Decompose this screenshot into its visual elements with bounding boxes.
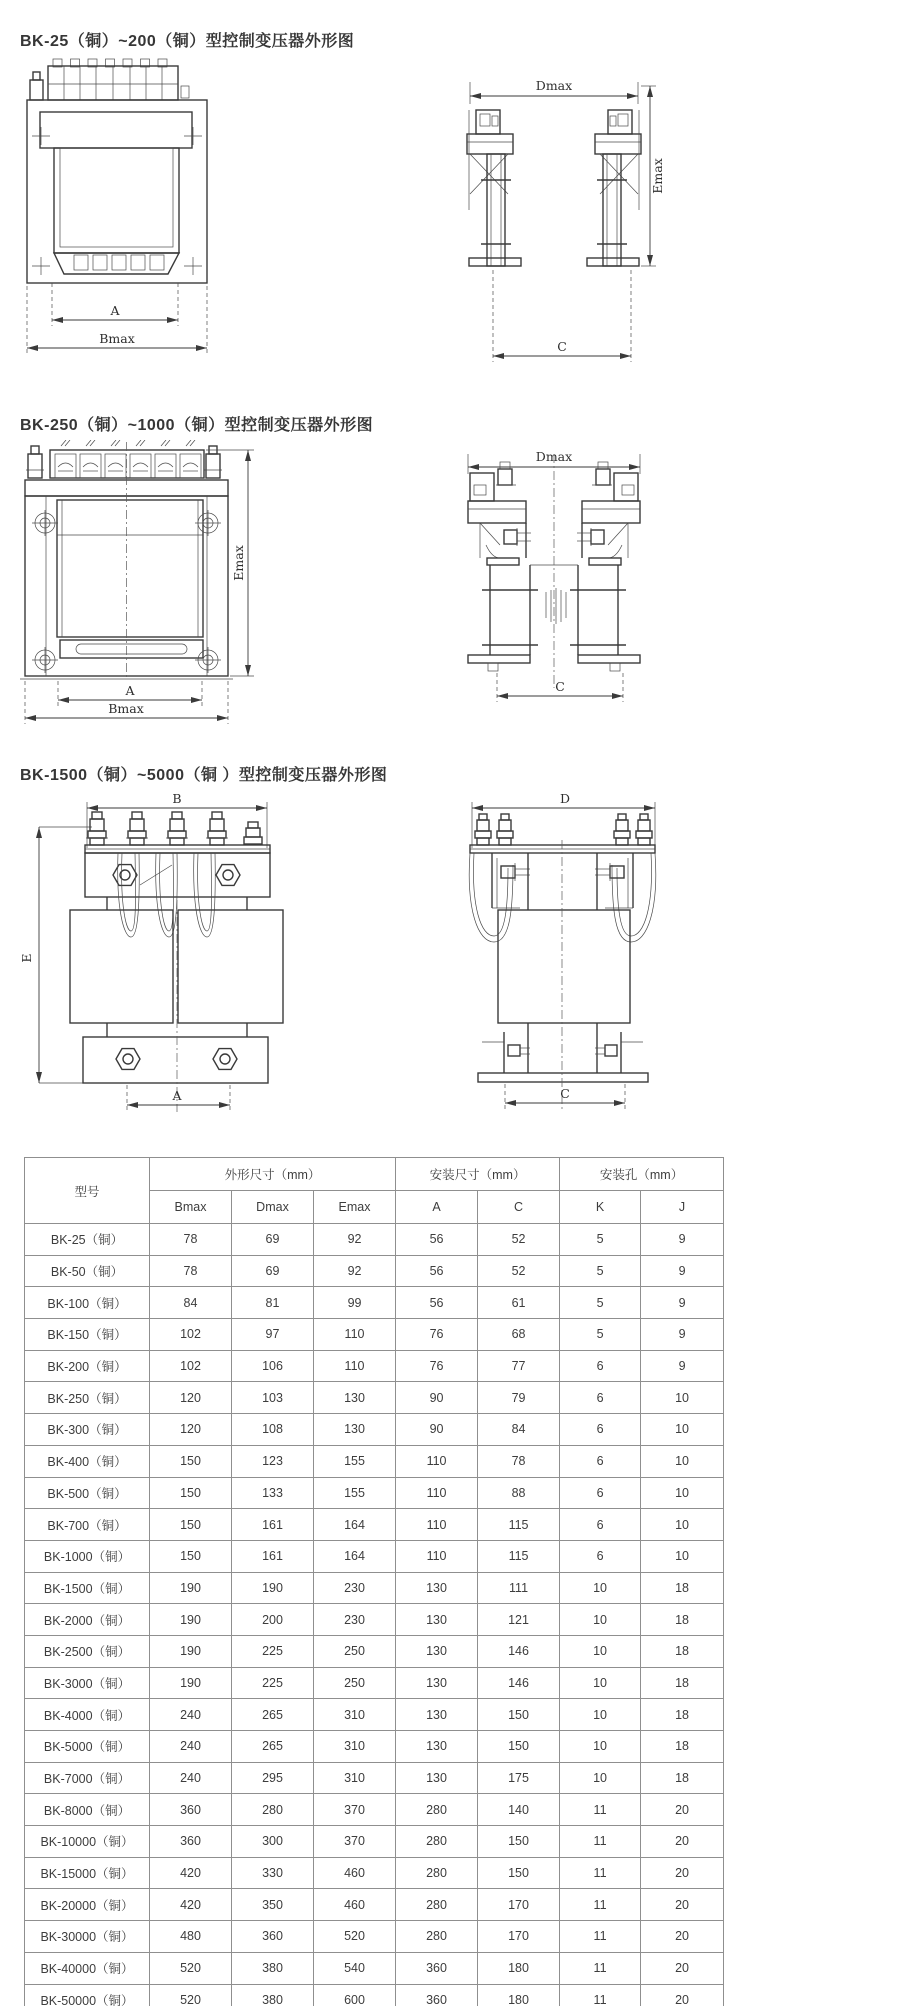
value-cell: 121	[478, 1604, 560, 1636]
value-cell: 106	[232, 1350, 314, 1382]
value-cell: 130	[396, 1604, 478, 1636]
value-cell: 90	[396, 1414, 478, 1446]
value-cell: 230	[314, 1572, 396, 1604]
value-cell: 10	[641, 1477, 724, 1509]
value-cell: 520	[314, 1921, 396, 1953]
col-group-model: 型号	[25, 1158, 150, 1224]
value-cell: 133	[232, 1477, 314, 1509]
value-cell: 175	[478, 1762, 560, 1794]
table-row	[25, 1667, 724, 1699]
value-cell: 20	[641, 1889, 724, 1921]
table-row	[25, 1540, 724, 1572]
value-cell: 77	[478, 1350, 560, 1382]
dim-label-b: B	[172, 791, 182, 806]
coil-right	[178, 910, 283, 1023]
value-cell: 280	[396, 1889, 478, 1921]
value-cell: 150	[150, 1445, 232, 1477]
value-cell: 280	[396, 1794, 478, 1826]
outline-drawing-bk1500-5000	[0, 790, 900, 1127]
value-cell: 9	[641, 1287, 724, 1319]
table-row	[25, 1382, 724, 1414]
value-cell: 120	[150, 1414, 232, 1446]
outline-drawing-bk250-1000	[0, 440, 900, 742]
table-row	[25, 1287, 724, 1319]
value-cell: 150	[150, 1477, 232, 1509]
model-cell: BK-3000（铜）	[25, 1667, 150, 1699]
model-cell: BK-30000（铜）	[25, 1921, 150, 1953]
value-cell: 480	[150, 1921, 232, 1953]
value-cell: 10	[560, 1572, 641, 1604]
col-bmax: Bmax	[150, 1191, 232, 1224]
model-cell: BK-7000（铜）	[25, 1762, 150, 1794]
value-cell: 5	[560, 1287, 641, 1319]
model-cell: BK-150（铜）	[25, 1319, 150, 1351]
value-cell: 380	[232, 1952, 314, 1984]
front-view-bk250-1000	[20, 440, 254, 724]
model-cell: BK-100（铜）	[25, 1287, 150, 1319]
value-cell: 111	[478, 1572, 560, 1604]
table-body	[25, 1224, 724, 2006]
front-view-bk25-200	[27, 59, 207, 354]
value-cell: 10	[641, 1382, 724, 1414]
table-row	[25, 1509, 724, 1541]
table-row	[25, 1952, 724, 1984]
value-cell: 5	[560, 1224, 641, 1256]
value-cell: 11	[560, 1984, 641, 2006]
table-row	[25, 1794, 724, 1826]
value-cell: 240	[150, 1699, 232, 1731]
value-cell: 78	[150, 1255, 232, 1287]
table-row	[25, 1635, 724, 1667]
value-cell: 370	[314, 1794, 396, 1826]
model-cell: BK-25（铜）	[25, 1224, 150, 1256]
coil-side	[498, 910, 630, 1023]
dim-label-a: A	[110, 303, 120, 318]
col-emax: Emax	[314, 1191, 396, 1224]
value-cell: 6	[560, 1509, 641, 1541]
outline-drawing-bk25-200	[0, 58, 900, 370]
table-row	[25, 1414, 724, 1446]
value-cell: 155	[314, 1445, 396, 1477]
value-cell: 61	[478, 1287, 560, 1319]
value-cell: 180	[478, 1952, 560, 1984]
table-row	[25, 1319, 724, 1351]
value-cell: 5	[560, 1255, 641, 1287]
value-cell: 11	[560, 1952, 641, 1984]
value-cell: 130	[396, 1762, 478, 1794]
table-row	[25, 1762, 724, 1794]
value-cell: 420	[150, 1857, 232, 1889]
value-cell: 250	[314, 1667, 396, 1699]
value-cell: 200	[232, 1604, 314, 1636]
value-cell: 69	[232, 1255, 314, 1287]
value-cell: 102	[150, 1319, 232, 1351]
table-row	[25, 1445, 724, 1477]
value-cell: 18	[641, 1699, 724, 1731]
value-cell: 265	[232, 1699, 314, 1731]
model-cell: BK-300（铜）	[25, 1414, 150, 1446]
value-cell: 360	[396, 1984, 478, 2006]
value-cell: 6	[560, 1477, 641, 1509]
value-cell: 190	[150, 1667, 232, 1699]
value-cell: 330	[232, 1857, 314, 1889]
value-cell: 123	[232, 1445, 314, 1477]
value-cell: 92	[314, 1255, 396, 1287]
value-cell: 130	[396, 1699, 478, 1731]
value-cell: 420	[150, 1889, 232, 1921]
side-view-bk25-200	[467, 78, 665, 362]
value-cell: 9	[641, 1255, 724, 1287]
value-cell: 20	[641, 1794, 724, 1826]
value-cell: 150	[478, 1731, 560, 1763]
value-cell: 370	[314, 1826, 396, 1858]
value-cell: 280	[232, 1794, 314, 1826]
value-cell: 6	[560, 1445, 641, 1477]
value-cell: 130	[314, 1382, 396, 1414]
value-cell: 240	[150, 1762, 232, 1794]
value-cell: 10	[560, 1604, 641, 1636]
value-cell: 360	[150, 1826, 232, 1858]
core-hatch	[546, 588, 566, 624]
value-cell: 280	[396, 1826, 478, 1858]
value-cell: 310	[314, 1731, 396, 1763]
value-cell: 130	[396, 1572, 478, 1604]
value-cell: 9	[641, 1319, 724, 1351]
value-cell: 310	[314, 1699, 396, 1731]
value-cell: 11	[560, 1889, 641, 1921]
value-cell: 225	[232, 1635, 314, 1667]
value-cell: 146	[478, 1635, 560, 1667]
front-view-bk1500-5000	[19, 791, 283, 1112]
value-cell: 6	[560, 1414, 641, 1446]
value-cell: 360	[150, 1794, 232, 1826]
value-cell: 164	[314, 1509, 396, 1541]
value-cell: 600	[314, 1984, 396, 2006]
coil-left	[70, 910, 173, 1023]
dim-label-c: C	[557, 339, 567, 354]
table-row	[25, 1984, 724, 2006]
value-cell: 20	[641, 1857, 724, 1889]
model-cell: BK-10000（铜）	[25, 1826, 150, 1858]
model-cell: BK-50（铜）	[25, 1255, 150, 1287]
value-cell: 280	[396, 1921, 478, 1953]
value-cell: 10	[560, 1762, 641, 1794]
model-cell: BK-8000（铜）	[25, 1794, 150, 1826]
dim-label-bmax: Bmax	[99, 331, 135, 346]
section1-heading: BK-25（铜）~200（铜）型控制变压器外形图	[20, 33, 355, 50]
value-cell: 102	[150, 1350, 232, 1382]
col-dmax: Dmax	[232, 1191, 314, 1224]
model-cell: BK-2500（铜）	[25, 1635, 150, 1667]
value-cell: 5	[560, 1319, 641, 1351]
value-cell: 18	[641, 1667, 724, 1699]
dim-label-e: E	[19, 953, 34, 963]
value-cell: 150	[150, 1509, 232, 1541]
col-k: K	[560, 1191, 641, 1224]
value-cell: 84	[478, 1414, 560, 1446]
value-cell: 10	[560, 1667, 641, 1699]
terminal-bolts-side	[475, 814, 652, 845]
value-cell: 11	[560, 1857, 641, 1889]
value-cell: 11	[560, 1826, 641, 1858]
value-cell: 10	[641, 1414, 724, 1446]
side-view-bk1500-5000	[469, 791, 656, 1112]
value-cell: 103	[232, 1382, 314, 1414]
value-cell: 225	[232, 1667, 314, 1699]
value-cell: 78	[150, 1224, 232, 1256]
value-cell: 295	[232, 1762, 314, 1794]
value-cell: 540	[314, 1952, 396, 1984]
value-cell: 9	[641, 1224, 724, 1256]
value-cell: 10	[560, 1731, 641, 1763]
table-row	[25, 1224, 724, 1256]
value-cell: 81	[232, 1287, 314, 1319]
dim-label-d: D	[559, 791, 571, 806]
value-cell: 11	[560, 1794, 641, 1826]
table-row	[25, 1255, 724, 1287]
value-cell: 150	[478, 1699, 560, 1731]
col-j: J	[641, 1191, 724, 1224]
value-cell: 20	[641, 1984, 724, 2006]
value-cell: 18	[641, 1635, 724, 1667]
dim-label-a: A	[125, 683, 135, 698]
value-cell: 150	[478, 1857, 560, 1889]
col-c: C	[478, 1191, 560, 1224]
value-cell: 155	[314, 1477, 396, 1509]
value-cell: 110	[314, 1319, 396, 1351]
value-cell: 18	[641, 1762, 724, 1794]
value-cell: 6	[560, 1540, 641, 1572]
model-cell: BK-15000（铜）	[25, 1857, 150, 1889]
col-group-outline-dims: 外形尺寸（mm）	[150, 1158, 396, 1191]
table-row	[25, 1731, 724, 1763]
dim-label-emax: Emax	[231, 545, 246, 581]
value-cell: 20	[641, 1826, 724, 1858]
value-cell: 18	[641, 1604, 724, 1636]
value-cell: 150	[150, 1540, 232, 1572]
model-cell: BK-5000（铜）	[25, 1731, 150, 1763]
value-cell: 300	[232, 1826, 314, 1858]
model-cell: BK-400（铜）	[25, 1445, 150, 1477]
value-cell: 161	[232, 1540, 314, 1572]
value-cell: 76	[396, 1319, 478, 1351]
value-cell: 110	[396, 1509, 478, 1541]
section3-heading: BK-1500（铜）~5000（铜 ）型控制变压器外形图	[20, 767, 388, 784]
model-cell: BK-700（铜）	[25, 1509, 150, 1541]
value-cell: 6	[560, 1382, 641, 1414]
model-cell: BK-200（铜）	[25, 1350, 150, 1382]
value-cell: 92	[314, 1224, 396, 1256]
value-cell: 460	[314, 1889, 396, 1921]
dim-label-dmax: Dmax	[535, 449, 573, 464]
model-cell: BK-40000（铜）	[25, 1952, 150, 1984]
table-header	[25, 1158, 724, 1224]
dim-label-bmax: Bmax	[108, 701, 144, 716]
value-cell: 180	[478, 1984, 560, 2006]
value-cell: 97	[232, 1319, 314, 1351]
dim-label-dmax: Dmax	[535, 78, 573, 93]
value-cell: 115	[478, 1540, 560, 1572]
value-cell: 164	[314, 1540, 396, 1572]
side-view-bk250-1000	[468, 449, 640, 702]
value-cell: 520	[150, 1952, 232, 1984]
value-cell: 350	[232, 1889, 314, 1921]
table-row	[25, 1572, 724, 1604]
value-cell: 84	[150, 1287, 232, 1319]
model-cell: BK-50000（铜）	[25, 1984, 150, 2006]
section2-heading: BK-250（铜）~1000（铜）型控制变压器外形图	[20, 417, 374, 434]
value-cell: 146	[478, 1667, 560, 1699]
value-cell: 360	[396, 1952, 478, 1984]
value-cell: 190	[232, 1572, 314, 1604]
table-row	[25, 1857, 724, 1889]
value-cell: 10	[560, 1699, 641, 1731]
value-cell: 20	[641, 1921, 724, 1953]
dim-label-emax: Emax	[650, 158, 665, 194]
col-a: A	[396, 1191, 478, 1224]
value-cell: 52	[478, 1224, 560, 1256]
value-cell: 190	[150, 1604, 232, 1636]
value-cell: 56	[396, 1287, 478, 1319]
value-cell: 88	[478, 1477, 560, 1509]
value-cell: 68	[478, 1319, 560, 1351]
table-row	[25, 1889, 724, 1921]
value-cell: 190	[150, 1635, 232, 1667]
table-row	[25, 1604, 724, 1636]
terminal-bolts	[86, 812, 262, 845]
model-cell: BK-4000（铜）	[25, 1699, 150, 1731]
value-cell: 380	[232, 1984, 314, 2006]
model-cell: BK-2000（铜）	[25, 1604, 150, 1636]
dim-label-c: C	[560, 1086, 570, 1101]
col-group-mounting-holes: 安装孔（mm）	[560, 1158, 724, 1191]
value-cell: 110	[396, 1477, 478, 1509]
value-cell: 130	[314, 1414, 396, 1446]
value-cell: 52	[478, 1255, 560, 1287]
value-cell: 78	[478, 1445, 560, 1477]
value-cell: 6	[560, 1350, 641, 1382]
value-cell: 460	[314, 1857, 396, 1889]
dim-label-a: A	[172, 1088, 182, 1103]
value-cell: 79	[478, 1382, 560, 1414]
value-cell: 110	[396, 1540, 478, 1572]
model-cell: BK-500（铜）	[25, 1477, 150, 1509]
value-cell: 56	[396, 1224, 478, 1256]
value-cell: 130	[396, 1731, 478, 1763]
value-cell: 76	[396, 1350, 478, 1382]
model-cell: BK-1000（铜）	[25, 1540, 150, 1572]
value-cell: 520	[150, 1984, 232, 2006]
value-cell: 140	[478, 1794, 560, 1826]
value-cell: 10	[641, 1540, 724, 1572]
value-cell: 265	[232, 1731, 314, 1763]
value-cell: 110	[396, 1445, 478, 1477]
model-cell: BK-1500（铜）	[25, 1572, 150, 1604]
value-cell: 11	[560, 1921, 641, 1953]
dim-label-c: C	[555, 679, 565, 694]
table-row	[25, 1477, 724, 1509]
model-cell: BK-250（铜）	[25, 1382, 150, 1414]
value-cell: 10	[641, 1509, 724, 1541]
value-cell: 10	[641, 1445, 724, 1477]
value-cell: 161	[232, 1509, 314, 1541]
value-cell: 110	[314, 1350, 396, 1382]
value-cell: 18	[641, 1731, 724, 1763]
value-cell: 69	[232, 1224, 314, 1256]
value-cell: 90	[396, 1382, 478, 1414]
value-cell: 190	[150, 1572, 232, 1604]
value-cell: 250	[314, 1635, 396, 1667]
table-row	[25, 1826, 724, 1858]
value-cell: 310	[314, 1762, 396, 1794]
value-cell: 56	[396, 1255, 478, 1287]
value-cell: 10	[560, 1635, 641, 1667]
value-cell: 130	[396, 1635, 478, 1667]
model-cell: BK-20000（铜）	[25, 1889, 150, 1921]
table-row	[25, 1921, 724, 1953]
value-cell: 108	[232, 1414, 314, 1446]
value-cell: 170	[478, 1889, 560, 1921]
table-row	[25, 1350, 724, 1382]
value-cell: 115	[478, 1509, 560, 1541]
value-cell: 170	[478, 1921, 560, 1953]
value-cell: 150	[478, 1826, 560, 1858]
table-row	[25, 1699, 724, 1731]
value-cell: 120	[150, 1382, 232, 1414]
value-cell: 360	[232, 1921, 314, 1953]
value-cell: 230	[314, 1604, 396, 1636]
dimension-table	[24, 1157, 724, 2006]
value-cell: 18	[641, 1572, 724, 1604]
col-group-mounting-dims: 安装尺寸（mm）	[396, 1158, 560, 1191]
value-cell: 280	[396, 1857, 478, 1889]
value-cell: 240	[150, 1731, 232, 1763]
value-cell: 130	[396, 1667, 478, 1699]
value-cell: 9	[641, 1350, 724, 1382]
value-cell: 20	[641, 1952, 724, 1984]
value-cell: 99	[314, 1287, 396, 1319]
